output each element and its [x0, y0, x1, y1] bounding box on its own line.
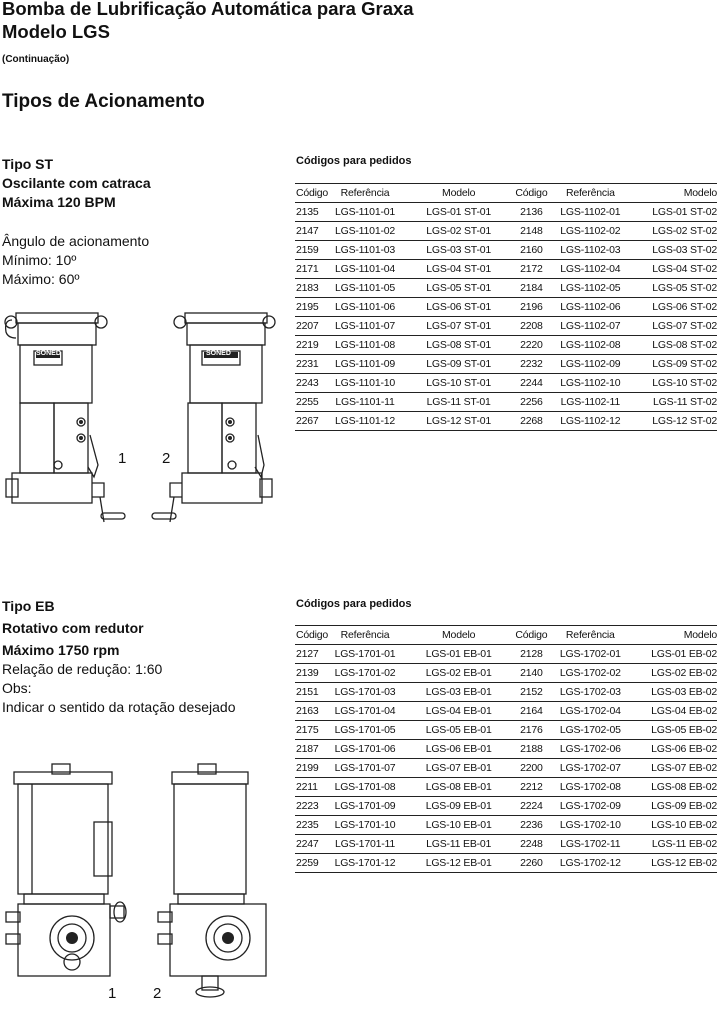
col-header: Referência: [547, 184, 633, 203]
table-cell: LGS-07 EB-02: [633, 759, 717, 778]
table-cell: LGS-05 ST-02: [633, 279, 717, 298]
table-cell: LGS-07 EB-01: [402, 759, 515, 778]
table-cell: 2140: [515, 664, 547, 683]
col-header: Modelo: [402, 184, 515, 203]
table-cell: LGS-04 EB-01: [402, 702, 515, 721]
table-cell: 2196: [515, 298, 547, 317]
table-row: [295, 816, 717, 835]
table-cell: LGS-1701-03: [328, 683, 402, 702]
col-header: Modelo: [633, 626, 717, 645]
table-cell: LGS-08 ST-02: [633, 336, 717, 355]
table-cell: 2256: [515, 393, 547, 412]
table-cell: LGS-10 EB-01: [402, 816, 515, 835]
table-cell: LGS-11 EB-02: [633, 835, 717, 854]
eb-pump-illustration: [2, 762, 287, 1002]
table-cell: LGS-02 ST-01: [402, 222, 515, 241]
table-cell: 2139: [295, 664, 328, 683]
table-cell: LGS-1702-07: [547, 759, 633, 778]
table-cell: LGS-1701-05: [328, 721, 402, 740]
table-cell: LGS-03 EB-01: [402, 683, 515, 702]
table-cell: 2212: [515, 778, 547, 797]
table-cell: 2243: [295, 374, 328, 393]
table-row: [295, 203, 717, 222]
eb-ratio: Relação de redução: 1:60: [2, 661, 163, 677]
st-brand-label-2: SONED: [206, 350, 231, 357]
table-cell: LGS-04 ST-02: [633, 260, 717, 279]
table-cell: LGS-10 ST-02: [633, 374, 717, 393]
table-cell: 2231: [295, 355, 328, 374]
table-row: [295, 740, 717, 759]
table-cell: 2183: [295, 279, 328, 298]
st-description: [2, 155, 151, 289]
table-cell: LGS-1701-10: [328, 816, 402, 835]
table-cell: 2260: [515, 854, 547, 873]
page-title: Bomba de Lubrificação Automática para Graxa: [2, 0, 414, 19]
table-row: [295, 355, 717, 374]
eb-codes-table: [295, 625, 717, 873]
table-cell: LGS-09 EB-01: [402, 797, 515, 816]
table-cell: LGS-1701-06: [328, 740, 402, 759]
table-cell: LGS-1701-08: [328, 778, 402, 797]
table-cell: 2200: [515, 759, 547, 778]
col-header: Referência: [328, 184, 402, 203]
col-header: Modelo: [402, 626, 515, 645]
st-brand-label-1: SONED: [36, 350, 61, 357]
table-cell: LGS-1101-10: [328, 374, 402, 393]
table-row: [295, 759, 717, 778]
table-cell: 2236: [515, 816, 547, 835]
table-row: [295, 222, 717, 241]
table-cell: 2148: [515, 222, 547, 241]
table-cell: LGS-1101-09: [328, 355, 402, 374]
table-cell: LGS-11 ST-02: [633, 393, 717, 412]
table-cell: LGS-12 ST-01: [402, 412, 515, 431]
table-cell: LGS-09 EB-02: [633, 797, 717, 816]
table-cell: LGS-1701-12: [328, 854, 402, 873]
table-cell: LGS-06 ST-01: [402, 298, 515, 317]
table-row: [295, 241, 717, 260]
eb-table-header: [295, 626, 717, 645]
continuation-note: (Continuação): [2, 54, 70, 65]
table-cell: 2220: [515, 336, 547, 355]
table-cell: LGS-08 ST-01: [402, 336, 515, 355]
table-cell: LGS-02 EB-02: [633, 664, 717, 683]
table-cell: LGS-1101-11: [328, 393, 402, 412]
table-cell: 2152: [515, 683, 547, 702]
table-cell: 2127: [295, 645, 328, 664]
st-max: Máxima 120 BPM: [2, 194, 116, 210]
table-cell: LGS-1702-03: [547, 683, 633, 702]
table-cell: 2188: [515, 740, 547, 759]
table-cell: 2151: [295, 683, 328, 702]
table-cell: LGS-1701-04: [328, 702, 402, 721]
table-row: [295, 854, 717, 873]
eb-description: [2, 597, 236, 717]
st-table-title: Códigos para pedidos: [296, 155, 412, 167]
table-cell: 2248: [515, 835, 547, 854]
table-cell: LGS-1102-08: [547, 336, 633, 355]
section-title: Tipos de Acionamento: [2, 91, 205, 112]
table-cell: 2187: [295, 740, 328, 759]
st-pump-illustration: [2, 305, 287, 525]
eb-obs: Obs:: [2, 680, 32, 696]
table-cell: LGS-01 EB-01: [402, 645, 515, 664]
table-cell: 2147: [295, 222, 328, 241]
table-cell: LGS-06 ST-02: [633, 298, 717, 317]
table-cell: LGS-03 ST-02: [633, 241, 717, 260]
table-cell: LGS-02 EB-01: [402, 664, 515, 683]
table-cell: 2176: [515, 721, 547, 740]
model-title: Modelo LGS: [2, 21, 110, 42]
table-cell: LGS-1101-07: [328, 317, 402, 336]
table-cell: 2171: [295, 260, 328, 279]
table-row: [295, 797, 717, 816]
table-cell: LGS-1702-01: [547, 645, 633, 664]
col-header: Código: [515, 184, 547, 203]
table-cell: 2268: [515, 412, 547, 431]
table-cell: LGS-05 EB-02: [633, 721, 717, 740]
table-cell: 2224: [515, 797, 547, 816]
table-cell: LGS-11 EB-01: [402, 835, 515, 854]
table-cell: 2267: [295, 412, 328, 431]
eb-note: Indicar o sentido da rotação desejado: [2, 699, 236, 715]
table-cell: 2207: [295, 317, 328, 336]
table-cell: 2219: [295, 336, 328, 355]
table-cell: 2184: [515, 279, 547, 298]
table-cell: 2172: [515, 260, 547, 279]
st-title: Tipo ST: [2, 156, 54, 172]
table-cell: LGS-1702-08: [547, 778, 633, 797]
st-max-angle: Máximo: 60º: [2, 271, 80, 287]
table-cell: LGS-1702-12: [547, 854, 633, 873]
table-cell: LGS-1101-08: [328, 336, 402, 355]
st-fig-label-2: 2: [162, 450, 171, 467]
col-header: Modelo: [633, 184, 717, 203]
table-cell: LGS-07 ST-02: [633, 317, 717, 336]
table-cell: LGS-04 ST-01: [402, 260, 515, 279]
table-cell: LGS-1702-09: [547, 797, 633, 816]
table-cell: LGS-07 ST-01: [402, 317, 515, 336]
table-cell: LGS-1102-05: [547, 279, 633, 298]
col-header: Código: [295, 184, 328, 203]
st-codes-table: [295, 183, 717, 431]
st-fig-label-1: 1: [118, 450, 127, 467]
table-row: [295, 683, 717, 702]
table-cell: LGS-03 ST-01: [402, 241, 515, 260]
table-cell: LGS-12 EB-02: [633, 854, 717, 873]
table-row: [295, 393, 717, 412]
table-row: [295, 260, 717, 279]
table-row: [295, 412, 717, 431]
table-cell: LGS-1102-07: [547, 317, 633, 336]
table-cell: 2255: [295, 393, 328, 412]
table-cell: LGS-1102-12: [547, 412, 633, 431]
table-cell: LGS-1102-03: [547, 241, 633, 260]
table-row: [295, 721, 717, 740]
table-cell: LGS-1702-06: [547, 740, 633, 759]
table-cell: LGS-1701-09: [328, 797, 402, 816]
table-cell: LGS-1101-03: [328, 241, 402, 260]
table-cell: LGS-01 ST-02: [633, 203, 717, 222]
eb-table-title: Códigos para pedidos: [296, 598, 412, 610]
table-cell: LGS-1701-11: [328, 835, 402, 854]
col-header: Referência: [547, 626, 633, 645]
table-row: [295, 317, 717, 336]
table-cell: LGS-1101-06: [328, 298, 402, 317]
col-header: Código: [295, 626, 328, 645]
table-cell: 2195: [295, 298, 328, 317]
table-cell: LGS-10 EB-02: [633, 816, 717, 835]
table-cell: 2232: [515, 355, 547, 374]
table-cell: 2208: [515, 317, 547, 336]
table-cell: 2159: [295, 241, 328, 260]
st-table-header: [295, 184, 717, 203]
table-cell: LGS-1102-06: [547, 298, 633, 317]
table-cell: LGS-05 ST-01: [402, 279, 515, 298]
table-cell: 2128: [515, 645, 547, 664]
table-cell: LGS-1701-02: [328, 664, 402, 683]
table-cell: 2259: [295, 854, 328, 873]
table-cell: LGS-1102-10: [547, 374, 633, 393]
table-row: [295, 645, 717, 664]
table-cell: LGS-06 EB-01: [402, 740, 515, 759]
table-cell: LGS-1101-05: [328, 279, 402, 298]
table-cell: LGS-03 EB-02: [633, 683, 717, 702]
table-cell: LGS-12 ST-02: [633, 412, 717, 431]
table-cell: 2163: [295, 702, 328, 721]
table-cell: LGS-10 ST-01: [402, 374, 515, 393]
table-cell: LGS-1701-07: [328, 759, 402, 778]
table-cell: 2135: [295, 203, 328, 222]
table-cell: LGS-1101-12: [328, 412, 402, 431]
table-cell: LGS-05 EB-01: [402, 721, 515, 740]
table-row: [295, 374, 717, 393]
table-cell: LGS-04 EB-02: [633, 702, 717, 721]
table-cell: LGS-08 EB-02: [633, 778, 717, 797]
table-cell: LGS-06 EB-02: [633, 740, 717, 759]
table-row: [295, 778, 717, 797]
eb-title: Tipo EB: [2, 598, 55, 614]
col-header: Código: [515, 626, 547, 645]
table-row: [295, 664, 717, 683]
table-cell: 2199: [295, 759, 328, 778]
table-cell: LGS-1102-09: [547, 355, 633, 374]
table-cell: LGS-12 EB-01: [402, 854, 515, 873]
table-cell: 2247: [295, 835, 328, 854]
table-cell: 2211: [295, 778, 328, 797]
table-cell: LGS-11 ST-01: [402, 393, 515, 412]
table-cell: LGS-1102-01: [547, 203, 633, 222]
col-header: Referência: [328, 626, 402, 645]
table-cell: LGS-09 ST-02: [633, 355, 717, 374]
table-cell: 2223: [295, 797, 328, 816]
table-cell: LGS-02 ST-02: [633, 222, 717, 241]
table-cell: LGS-1702-04: [547, 702, 633, 721]
table-cell: LGS-08 EB-01: [402, 778, 515, 797]
table-row: [295, 336, 717, 355]
st-angle-label: Ângulo de acionamento: [2, 233, 150, 249]
table-cell: LGS-1102-04: [547, 260, 633, 279]
table-cell: 2244: [515, 374, 547, 393]
eb-fig-label-1: 1: [108, 985, 117, 1002]
table-cell: LGS-01 EB-02: [633, 645, 717, 664]
table-cell: LGS-1101-02: [328, 222, 402, 241]
table-cell: LGS-09 ST-01: [402, 355, 515, 374]
table-cell: LGS-1101-04: [328, 260, 402, 279]
table-cell: LGS-1702-05: [547, 721, 633, 740]
table-cell: 2160: [515, 241, 547, 260]
table-row: [295, 702, 717, 721]
table-row: [295, 298, 717, 317]
table-cell: LGS-1702-11: [547, 835, 633, 854]
eb-fig-label-2: 2: [153, 985, 162, 1002]
table-cell: 2136: [515, 203, 547, 222]
eb-subtitle: Rotativo com redutor: [2, 620, 144, 636]
table-cell: 2175: [295, 721, 328, 740]
table-row: [295, 835, 717, 854]
st-min-angle: Mínimo: 10º: [2, 252, 77, 268]
table-cell: 2164: [515, 702, 547, 721]
table-cell: LGS-1101-01: [328, 203, 402, 222]
table-cell: LGS-1102-11: [547, 393, 633, 412]
table-cell: LGS-1701-01: [328, 645, 402, 664]
table-cell: LGS-1702-02: [547, 664, 633, 683]
table-row: [295, 279, 717, 298]
eb-max: Máximo 1750 rpm: [2, 642, 120, 658]
table-cell: 2235: [295, 816, 328, 835]
table-cell: LGS-01 ST-01: [402, 203, 515, 222]
table-cell: LGS-1702-10: [547, 816, 633, 835]
st-subtitle: Oscilante com catraca: [2, 175, 151, 191]
table-cell: LGS-1102-02: [547, 222, 633, 241]
